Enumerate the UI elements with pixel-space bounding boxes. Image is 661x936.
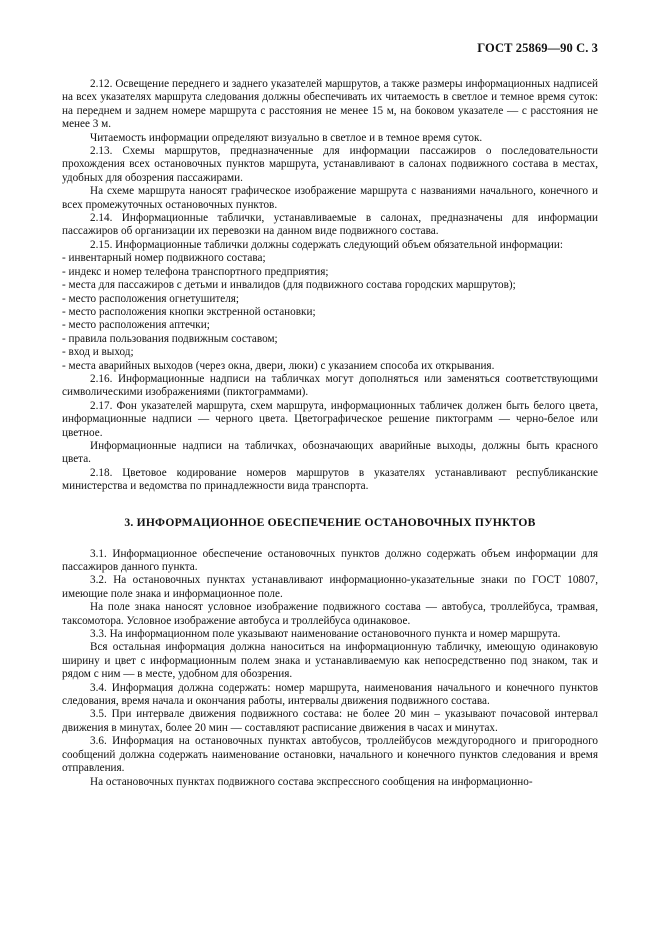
list-item: - место расположения кнопки экстренной остановки; (62, 305, 316, 318)
paragraph: 2.12. Освещение переднего и заднего указателей маршрутов, а также размеры информационных надписей на всех указателях маршрута следования должны обеспечивать их читаемость в светлое и темное время суток: на переднем и заднем номере маршрута с расстояния не менее 15 м, на боковом указателе — с расстояния не менее 3 м. (62, 78, 598, 131)
list-item: - место расположения аптечки; (62, 319, 210, 332)
page-header: ГОСТ 25869—90 С. 3 (477, 41, 598, 55)
paragraph: Вся остальная информация должна наноситься на информационную табличку, имеющую одинаковую ширину и цвет с информационным полем знака и устанавливаемую как непосредственно под знаком, так и рядом с ним — в месте, удобном для обозрения. (62, 641, 598, 681)
paragraph: Информационные надписи на табличках, обозначающих аварийные выходы, должны быть красного цвета. (62, 439, 598, 466)
list-item: - вход и выход; (62, 346, 134, 359)
document-body (62, 78, 598, 494)
list-item: - правила пользования подвижным составом; (62, 332, 278, 345)
list-item: - места аварийных выходов (через окна, двери, люки) с указанием способа их открывания. (62, 359, 495, 372)
section-body (62, 548, 598, 789)
paragraph: 3.6. Информация на остановочных пунктах автобусов, троллейбусов междугородного и пригородного сообщений должна содержать наименование остановки, начального и конечного пунктов следования и время отправления. (62, 735, 598, 775)
section-heading: 3. ИНФОРМАЦИОННОЕ ОБЕСПЕЧЕНИЕ ОСТАНОВОЧНЫХ ПУНКТОВ (124, 515, 536, 529)
paragraph: 3.4. Информация должна содержать: номер маршрута, наименования начального и конечного пунктов следования, время начала и окончания работы, интервалы движения подвижного состава. (62, 681, 598, 708)
paragraph: 2.15. Информационные таблички должны содержать следующий объем обязательной информации: (90, 238, 564, 251)
paragraph: 3.2. На остановочных пунктах устанавливают информационно-указательные знаки по ГОСТ 10807, имеющие поле знака и информационное поле. (62, 574, 598, 600)
list-item: - индекс и номер телефона транспортного предприятия; (62, 265, 329, 278)
paragraph: 3.3. На информационном поле указывают наименование остановочного пункта и номер маршрута. (90, 628, 561, 641)
list-item: - инвентарный номер подвижного состава; (62, 252, 266, 265)
paragraph: 2.18. Цветовое кодирование номеров маршрутов в указателях устанавливают республиканские министерства и ведомства по принадлежности вида транспорта. (62, 466, 598, 493)
paragraph: На поле знака наносят условное изображение подвижного состава — автобуса, троллейбуса, трамвая, таксомотора. Условное изображение автобуса и троллейбуса одинаковое. (62, 601, 598, 627)
paragraph: На остановочных пунктах подвижного состава экспрессного сообщения на информационно- (90, 775, 533, 788)
paragraph: На схеме маршрута наносят графическое изображение маршрута с названиями начального, конечного и всех промежуточных остановочных пунктов. (62, 185, 598, 211)
list-item: - место расположения огнетушителя; (62, 292, 240, 305)
paragraph: 2.17. Фон указателей маршрута, схем маршрута, информационных табличек должен быть белого цвета, информационные надписи — черного цвета. Цветографическое решение пиктограмм — черно-белое или цветное. (62, 399, 598, 439)
paragraph: 2.13. Схемы маршрутов, предназначенные для информации пассажиров о последовательности прохождения всех остановочных пунктов маршрута, устанавливают в салонах подвижного состава в местах, удобных для обозрения пассажирами. (62, 145, 598, 184)
document-page (62, 40, 598, 789)
paragraph: 3.1. Информационное обеспечение остановочных пунктов должно содержать объем информации для пассажиров данного пункта. (62, 547, 598, 573)
paragraph: 2.16. Информационные надписи на табличках могут дополняться или заменяться соответствующими символическими изображениями (пиктограммами). (62, 372, 598, 399)
paragraph: Читаемость информации определяют визуально в светлое и в темное время суток. (90, 131, 483, 144)
paragraph: 3.5. При интервале движения подвижного состава: не более 20 мин – указывают почасовой интервал движения в минутах, более 20 мин — составляют расписание движения в часах и минутах. (62, 708, 598, 734)
paragraph: 2.14. Информационные таблички, устанавливаемые в салонах, предназначены для информации пассажиров об организации их перевозки на данном виде подвижного состава. (62, 212, 598, 238)
list-item: - места для пассажиров с детьми и инвалидов (для подвижного состава городских маршрутов); (62, 279, 516, 292)
